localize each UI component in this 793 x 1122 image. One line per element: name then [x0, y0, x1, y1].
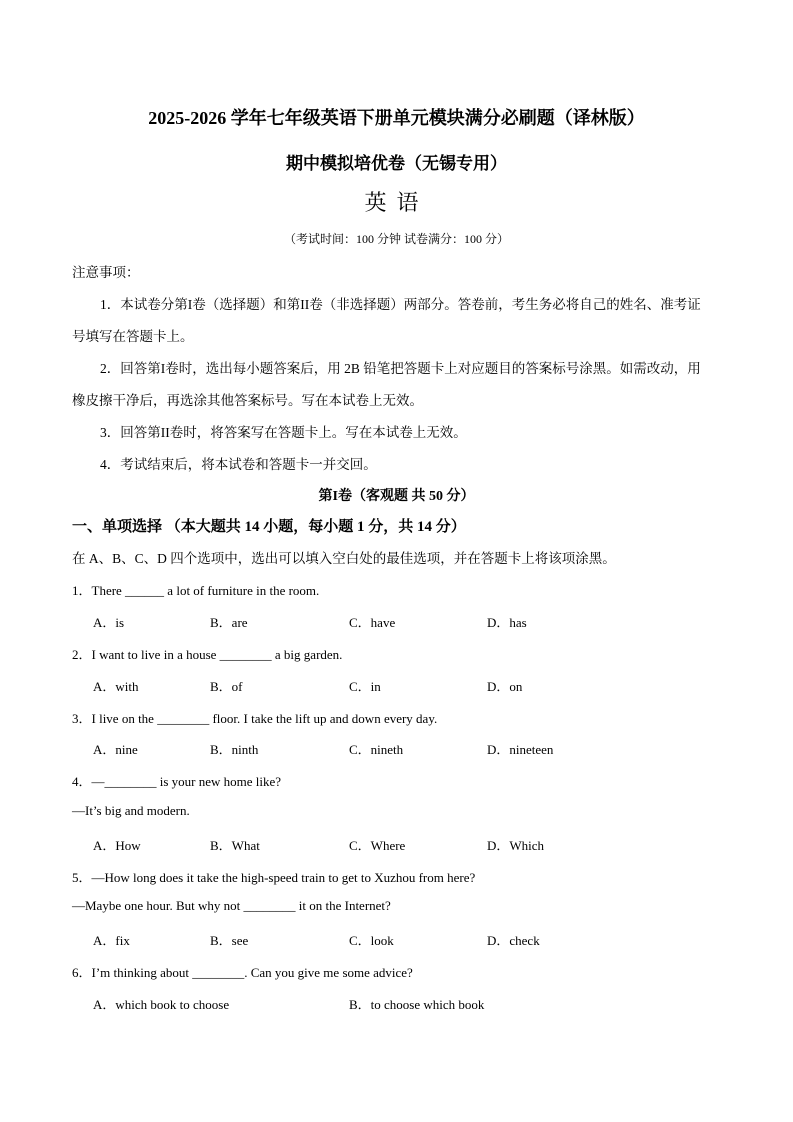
notice-item-1-line-1: 1．本试卷分第I卷（选择题）和第II卷（非选择题）两部分。答卷前，考生务必将自己的姓名、准考证 [100, 297, 701, 312]
exam-info: （考试时间：100 分钟 试卷满分：100 分） [283, 232, 509, 246]
notice-item-2-line-2: 橡皮擦干净后，再选涂其他答案标号。写在本试卷上无效。 [72, 393, 423, 408]
question-stem: 5．—How long does it take the high-speed train to get to Xuzhou from here? [72, 870, 476, 885]
option-d: D．Which [487, 838, 545, 853]
option-a: A．is [93, 615, 125, 630]
option-b: B．to choose which book [349, 997, 485, 1012]
question-stem: 1．There ______ a lot of furniture in the room. [72, 583, 320, 598]
option-c: C．in [349, 679, 381, 694]
option-a: A．How [93, 838, 141, 853]
option-d: D．check [487, 933, 540, 948]
option-d: D．has [487, 615, 527, 630]
option-a: A．nine [93, 742, 138, 757]
instruction: 在 A、B、C、D 四个选项中，选出可以填入空白处的最佳选项，并在答题卡上将该项涂黑。 [72, 551, 616, 566]
question-stem: 2．I want to live in a house ________ a big garden. [72, 647, 343, 662]
notice-item-4: 4．考试结束后，将本试卷和答题卡一并交回。 [100, 457, 377, 472]
option-a: A．which book to choose [93, 997, 230, 1012]
option-a: A．with [93, 679, 139, 694]
option-b: B．see [210, 933, 249, 948]
notice-heading: 注意事项： [72, 265, 140, 280]
exam-subtitle: 期中模拟培优卷（无锡专用） [286, 154, 507, 173]
question-stem: 3．I live on the ________ floor. I take the lift up and down every day. [72, 711, 438, 726]
option-a: A．fix [93, 933, 130, 948]
option-b: B．are [210, 615, 248, 630]
option-c: C．nineth [349, 742, 404, 757]
question-stem: 4．—________ is your new home like? [72, 774, 282, 789]
notice-item-1-line-2: 号填写在答题卡上。 [72, 329, 194, 344]
option-c: C．have [349, 615, 396, 630]
option-d: D．on [487, 679, 523, 694]
question-stem: 6．I’m thinking about ________. Can you give me some advice? [72, 965, 413, 980]
notice-item-3: 3．回答第II卷时，将答案写在答题卡上。写在本试卷上无效。 [100, 425, 467, 440]
notice-item-2-line-1: 2．回答第I卷时，选出每小题答案后，用 2B 铅笔把答题卡上对应题目的答案标号涂黑。如需改动，用 [100, 361, 701, 376]
question-stem-reply: —It’s big and modern. [72, 803, 190, 818]
option-c: C．look [349, 933, 394, 948]
exam-title: 2025-2026 学年七年级英语下册单元模块满分必刷题（译林版） [148, 108, 645, 128]
option-b: B．ninth [210, 742, 259, 757]
option-b: B．What [210, 838, 260, 853]
section-title: 第I卷（客观题 共 50 分） [318, 489, 475, 504]
option-b: B．of [210, 679, 243, 694]
part-title: 一、单项选择 （本大题共 14 小题，每小题 1 分，共 14 分） [72, 519, 466, 535]
option-c: C．Where [349, 838, 406, 853]
subject-heading: 英语 [364, 190, 429, 215]
question-stem-reply: —Maybe one hour. But why not ________ it on the Internet? [72, 898, 391, 913]
option-d: D．nineteen [487, 742, 554, 757]
